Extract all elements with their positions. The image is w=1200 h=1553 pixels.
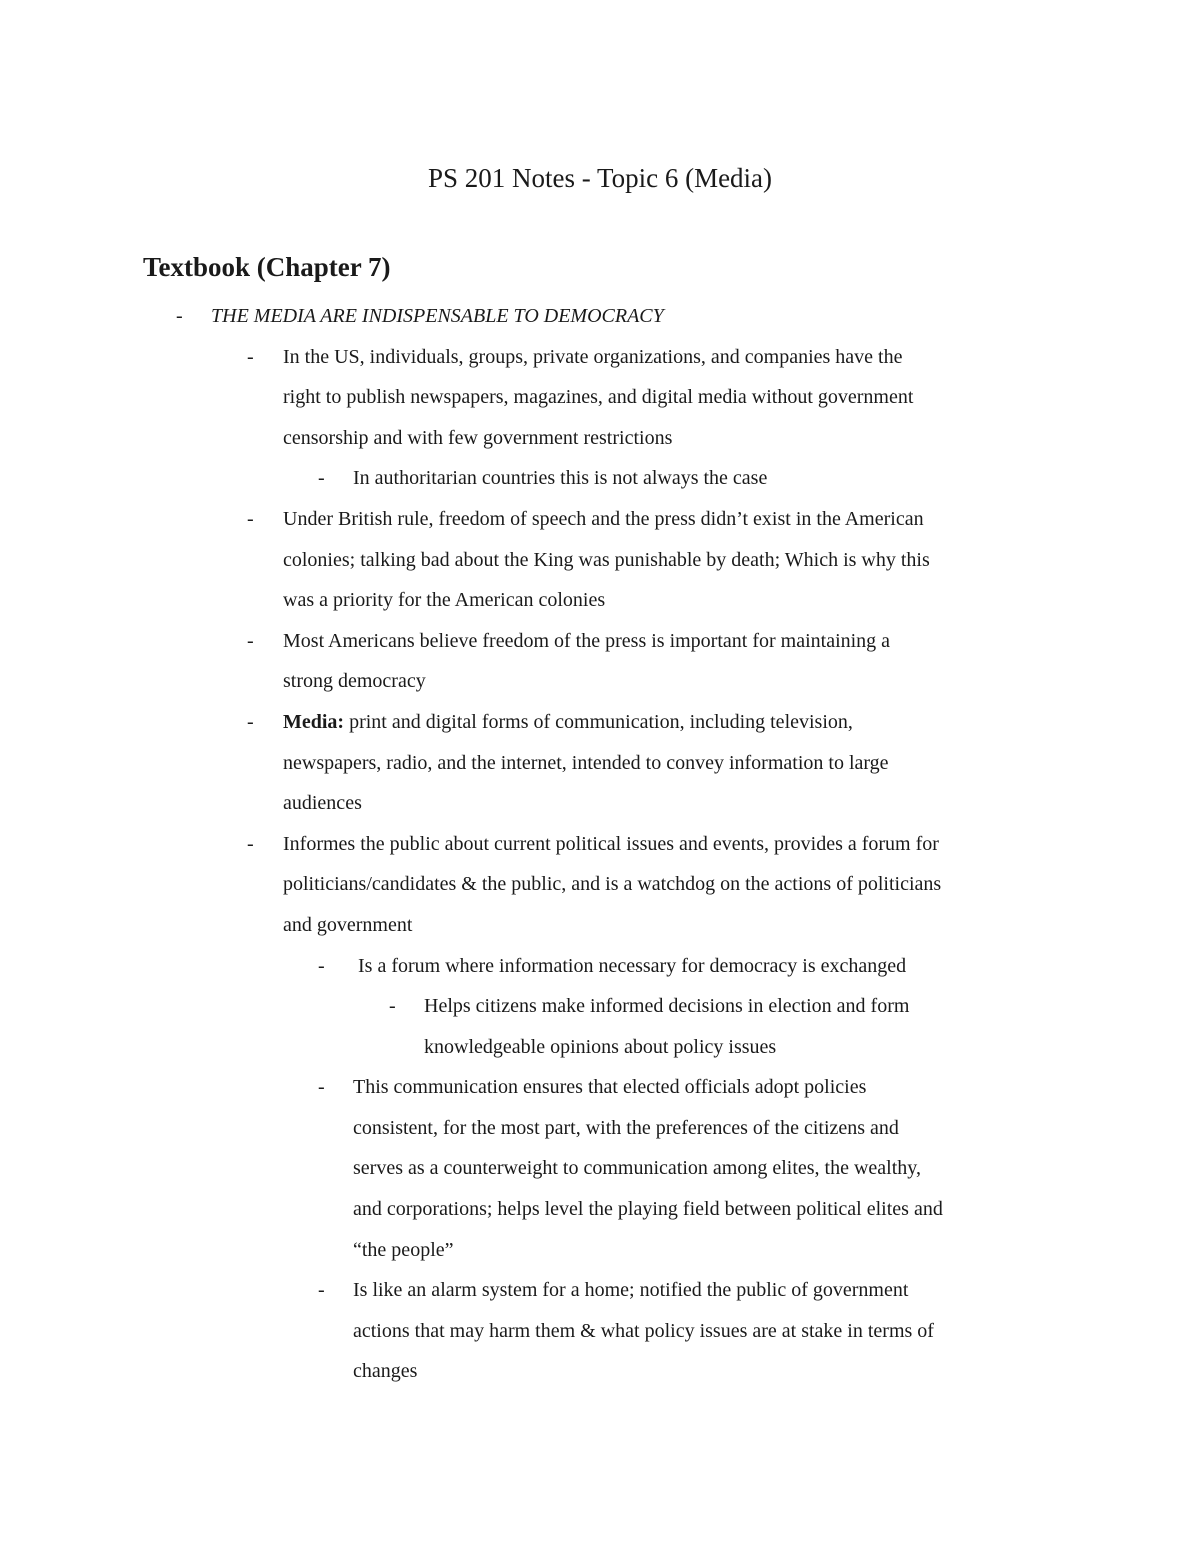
list-item-text: Media: print and digital forms of communication, including television, newspapers, radio, and the internet, intended to convey information to large audiences	[283, 710, 889, 815]
bullet-dash: -	[247, 832, 254, 855]
list-item	[0, 337, 1200, 459]
bullet-dash: -	[247, 507, 254, 530]
notes-list	[0, 296, 1200, 1392]
bullet-dash: -	[247, 629, 254, 652]
list-item	[0, 986, 1200, 1067]
bullet-dash: -	[318, 467, 325, 490]
section-heading: Textbook (Chapter 7)	[143, 252, 391, 282]
bullet-dash: -	[318, 1279, 325, 1302]
list-item-text: Most Americans believe freedom of the press is important for maintaining a strong democracy	[283, 629, 891, 693]
bullet-dash: -	[247, 710, 254, 733]
list-item	[0, 296, 1200, 337]
list-item	[0, 458, 1200, 499]
list-item-text: THE MEDIA ARE INDISPENSABLE TO DEMOCRACY	[211, 305, 664, 327]
list-item	[0, 824, 1200, 946]
list-item	[0, 1067, 1200, 1270]
list-item	[0, 702, 1200, 824]
bullet-dash: -	[318, 954, 325, 977]
list-item-text: Under British rule, freedom of speech and the press didn’t exist in the American colonies; talking bad about the King was punishable by death; Which is why this was a priority for the American colonies	[283, 507, 930, 612]
list-item	[0, 946, 1200, 987]
list-item-text: Helps citizens make informed decisions in election and form knowledgeable opinions about policy issues	[424, 995, 910, 1058]
list-item-text: Informes the public about current political issues and events, provides a forum for politicians/candidates & the public, and is a watchdog on the actions of politicians and government	[283, 832, 942, 936]
list-item	[0, 1270, 1200, 1392]
list-item-text: In authoritarian countries this is not always the case	[353, 467, 768, 490]
list-item	[0, 499, 1200, 621]
list-item	[0, 621, 1200, 702]
list-item-text: Is like an alarm system for a home; notified the public of government actions that may harm them & what policy issues are at stake in terms of changes	[353, 1279, 934, 1383]
definition-term: Media:	[283, 710, 345, 733]
document-title: PS 201 Notes - Topic 6 (Media)	[427, 163, 773, 193]
bullet-dash: -	[389, 995, 396, 1018]
list-item-text: Is a forum where information necessary for democracy is exchanged	[358, 954, 907, 977]
bullet-dash: -	[318, 1076, 325, 1099]
bullet-dash: -	[247, 345, 254, 368]
list-item-text: This communication ensures that elected officials adopt policies consistent, for the most part, with the preferences of the citizens and serves as a counterweight to communication among elites, the wealthy, and corporations; helps level the playing field between political elites and “the people”	[353, 1076, 943, 1261]
bullet-dash: -	[176, 305, 183, 327]
list-item-text: In the US, individuals, groups, private organizations, and companies have the right to publish newspapers, magazines, and digital media without government censorship and with few government restrictions	[283, 345, 914, 449]
